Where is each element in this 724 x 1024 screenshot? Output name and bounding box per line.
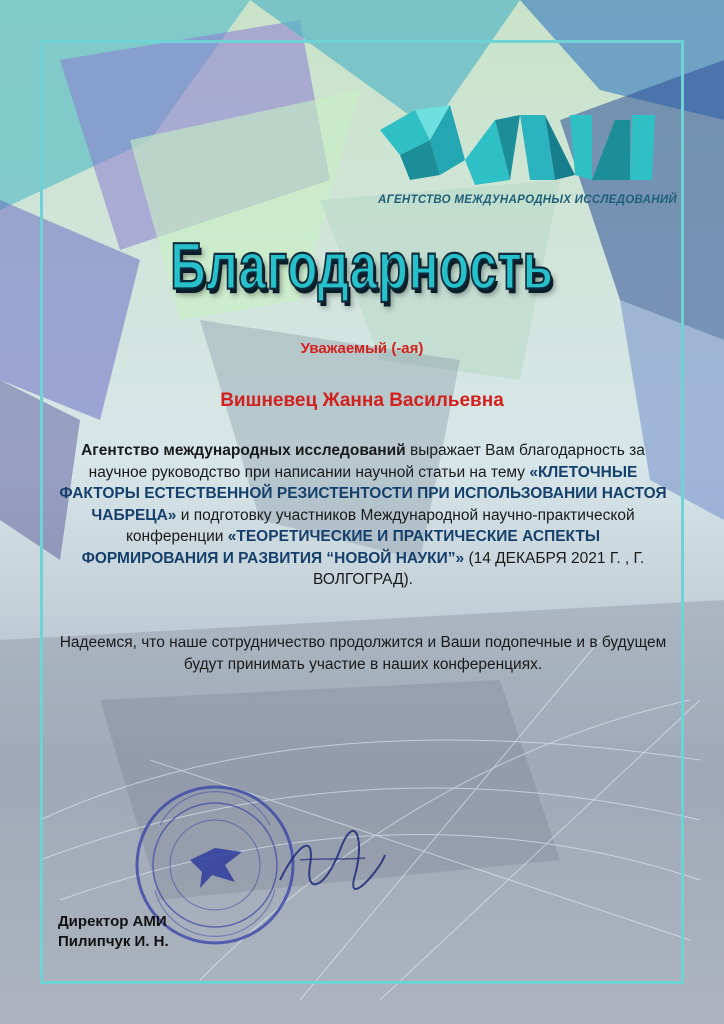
signatory-block: [58, 912, 169, 952]
recipient-name: Вишневец Жанна Васильевна: [220, 390, 504, 411]
organization-name: Агентство международных исследований: [81, 442, 406, 459]
stamp-dove-icon: [190, 848, 242, 888]
logo-caption: АГЕНТСТВО МЕЖДУНАРОДНЫХ ИССЛЕДОВАНИЙ: [378, 194, 677, 206]
conference-date-place: (14 ДЕКАБРЯ 2021 Г. , Г. ВОЛГОГРАД).: [313, 549, 645, 588]
certificate-body: [58, 440, 668, 591]
signatory-position: Директор АМИ: [58, 913, 167, 930]
origami-bird-logo-icon: [370, 100, 670, 200]
article-title: «КЛЕТОЧНЫЕ ФАКТОРЫ ЕСТЕСТВЕННОЙ РЕЗИСТЕНТОСТИ ПРИ ИСПОЛЬЗОВАНИИ НАСТОЯ ЧАБРЕЦА»: [59, 463, 667, 524]
body-part-1: выражает Вам благодарность за научное руководство при написании научной статьи на тему: [88, 442, 645, 481]
ami-logo: [370, 100, 677, 220]
salutation: Уважаемый (-ая): [300, 340, 424, 357]
closing-text: Надеемся, что наше сотрудничество продолжится и Ваши подопечные и в будущем будут принимать участие в наших конференциях.: [59, 634, 667, 673]
conference-title: «ТЕОРЕТИЧЕСКИЕ И ПРАКТИЧЕСКИЕ АСПЕКТЫ ФОРМИРОВАНИЯ И РАЗВИТИЯ “НОВОЙ НАУКИ”»: [81, 528, 601, 567]
signatory-name: Пилипчук И. Н.: [58, 933, 169, 950]
body-part-2: и подготовку участников Международной научно-практической конференции: [125, 506, 635, 545]
certificate-title: Благодарность: [170, 229, 554, 303]
handwritten-signature: [270, 820, 390, 900]
